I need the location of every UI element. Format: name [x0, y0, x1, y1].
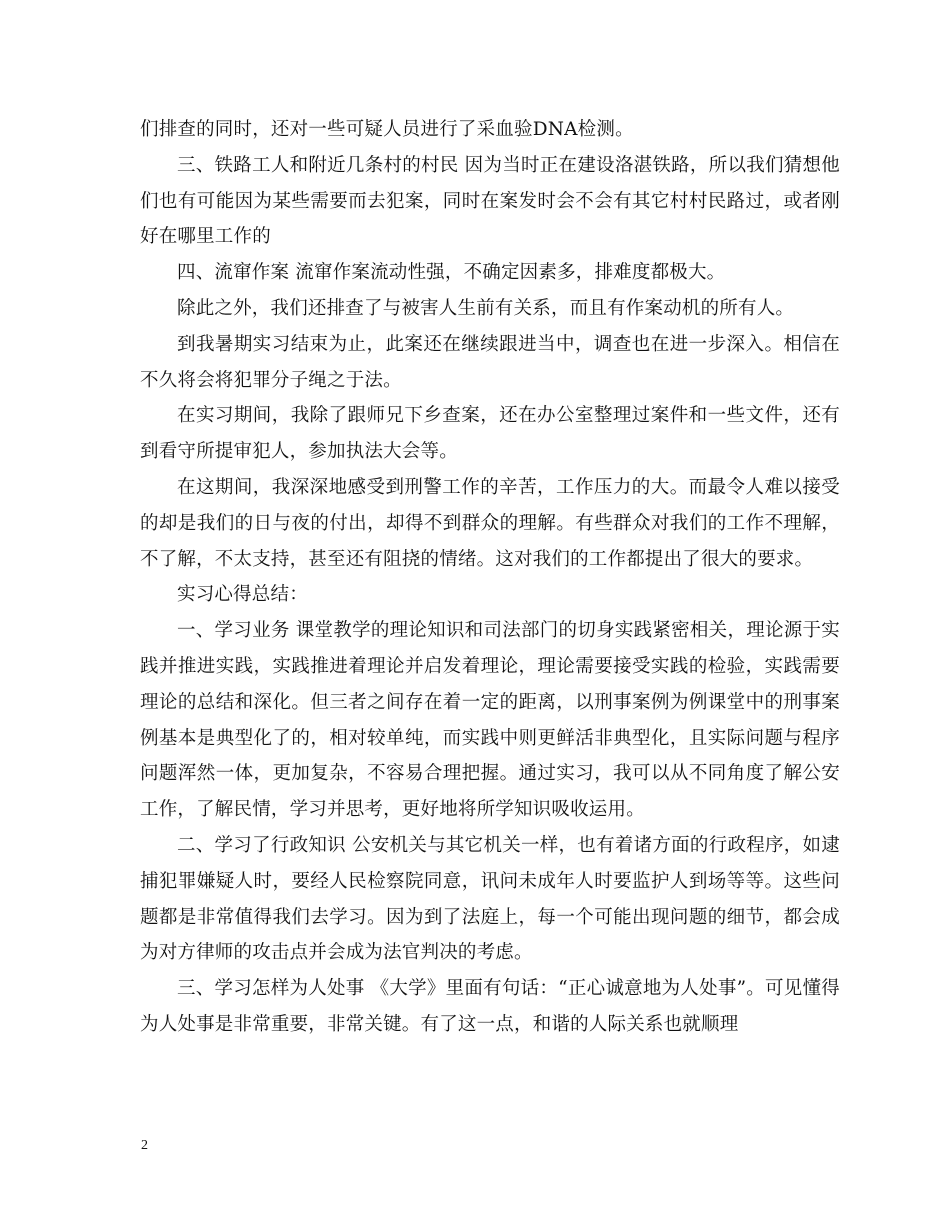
- paragraph-internship-work: 在实习期间，我除了跟师兄下乡查案，还在办公室整理过案件和一些文件，还有到看守所提审犯人，参加执法大会等。: [140, 405, 840, 463]
- paragraph-learning-business: 一、学习业务 课堂教学的理论知识和司法部门的切身实践紧密相关，理论源于实践并推进实践，实践推进着理论并启发着理论，理论需要接受实践的检验，实践需要理论的总结和深化。但三者之间存在着一定的距离，以刑事案例为例课堂中的刑事案例基本是典型化了的，相对较单纯，而实践中则更鲜活非典型化，且实际问题与程序问题浑然一体，更加复杂，不容易合理把握。通过实习，我可以从不同角度了解公安工作，了解民情，学习并思考，更好地将所学知识吸收运用。: [140, 620, 840, 821]
- paragraph-summary-heading: 实习心得总结：: [177, 584, 308, 606]
- paragraph-roving-crime: 四、流窜作案 流窜作案流动性强，不确定因素多，排难度都极大。: [177, 262, 726, 284]
- document-body: [140, 112, 840, 1043]
- paragraph-case-status: 到我暑期实习结束为止，此案还在继续跟进当中，调查也在进一步深入。相信在不久将会将犯罪分子绳之于法。: [140, 333, 840, 391]
- paragraph-other-suspects: 除此之外，我们还排查了与被害人生前有关系，而且有作案动机的所有人。: [177, 297, 795, 319]
- paragraph-police-hardship: 在这期间，我深深地感受到刑警工作的辛苦，工作压力的大。而最令人难以接受的却是我们的日与夜的付出，却得不到群众的理解。有些群众对我们的工作不理解，不了解，不太支持，甚至还有阻挠的情绪。这对我们的工作都提出了很大的要求。: [140, 476, 840, 570]
- paragraph-administrative-knowledge: 二、学习了行政知识 公安机关与其它机关一样，也有着诸方面的行政程序，如逮捕犯罪嫌疑人时，要经人民检察院同意，讯问未成年人时要监护人到场等等。这些问题都是非常值得我们去学习。因为到了法庭上，每一个可能出现问题的细节，都会成为对方律师的攻击点并会成为法官判决的考虑。: [140, 834, 840, 964]
- paragraph-dna-test: 们排查的同时，还对一些可疑人员进行了采血验DNA检测。: [140, 119, 634, 140]
- page-number: 2: [141, 1138, 148, 1153]
- paragraph-conduct: 三、学习怎样为人处事 《大学》里面有句话：“正心诚意地为人处事”。可见懂得为人处事是非常重要，非常关键。有了这一点，和谐的人际关系也就顺理: [140, 978, 840, 1035]
- paragraph-railway-workers: 三、铁路工人和附近几条村的村民 因为当时正在建设洛湛铁路，所以我们猜想他们也有可能因为某些需要而去犯案，同时在案发时会不会有其它村村民路过，或者刚好在哪里工作的: [140, 154, 840, 248]
